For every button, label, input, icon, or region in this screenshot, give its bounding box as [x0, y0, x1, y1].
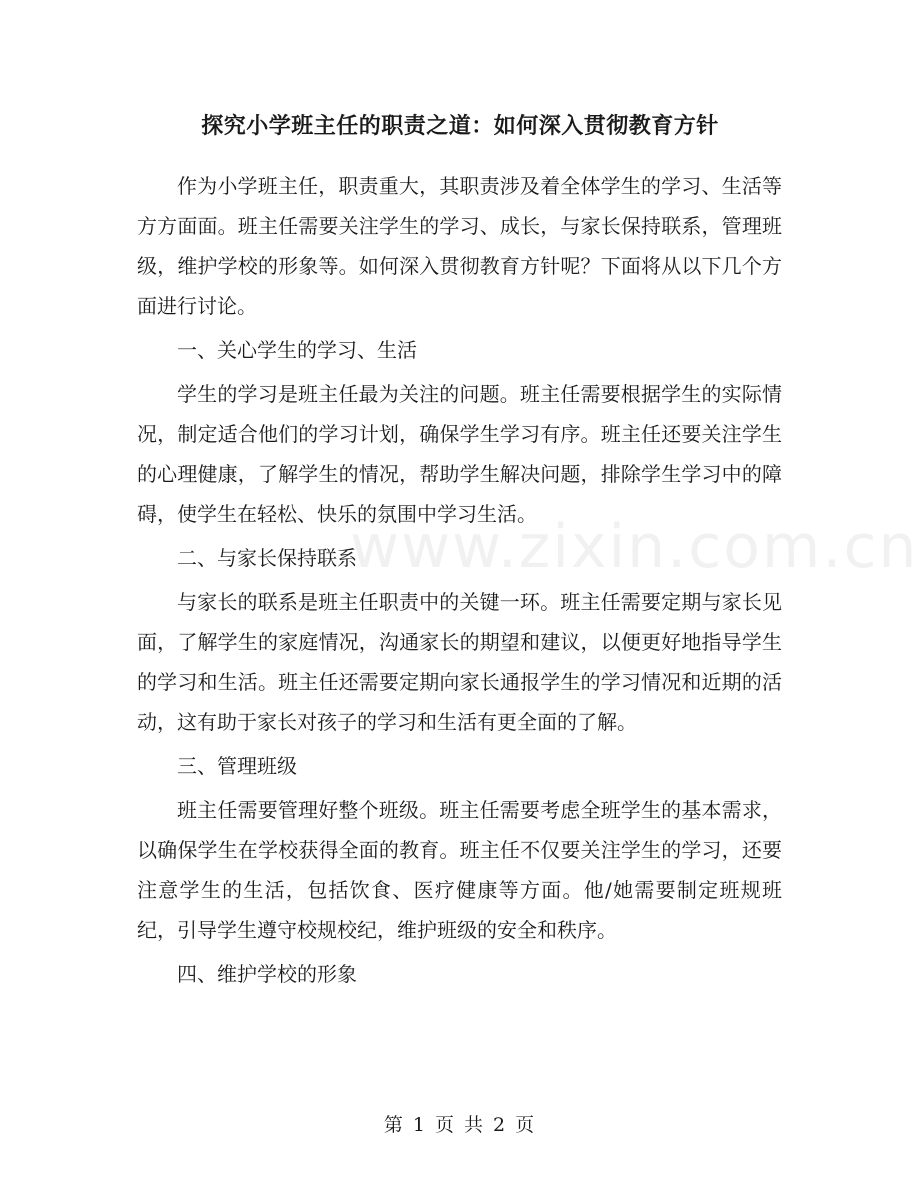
section-body-3: 班主任需要管理好整个班级。班主任需要考虑全班学生的基本需求，以确保学生在学校获得全面的教育。班主任不仅要关注学生的学习，还要注意学生的生活，包括饮食、医疗健康等方面。他/她需要制定班规班纪，引导学生遵守校规校纪，维护班级的安全和秩序。	[137, 798, 782, 942]
section-heading-4: 四、维护学校的形象	[177, 962, 357, 986]
intro-paragraph: 作为小学班主任，职责重大，其职责涉及着全体学生的学习、生活等方方面面。班主任需要关注学生的学习、成长，与家长保持联系，管理班级，维护学校的形象等。如何深入贯彻教育方针呢？下面将从以下几个方面进行讨论。	[137, 174, 782, 318]
section-heading-2: 二、与家长保持联系	[177, 546, 357, 570]
page-footer: 第 1 页 共 2 页	[383, 1114, 537, 1136]
section-body-1: 学生的学习是班主任最为关注的问题。班主任需要根据学生的实际情况，制定适合他们的学习计划，确保学生学习有序。班主任还要关注学生的心理健康，了解学生的情况，帮助学生解决问题，排除学生学习中的障碍，使学生在轻松、快乐的氛围中学习生活。	[137, 382, 782, 526]
watermark-text: www.zixin.com.cn	[350, 512, 919, 582]
document-title: 探究小学班主任的职责之道：如何深入贯彻教育方针	[201, 113, 719, 139]
section-heading-1: 一、关心学生的学习、生活	[177, 338, 417, 362]
section-body-2: 与家长的联系是班主任职责中的关键一环。班主任需要定期与家长见面，了解学生的家庭情况，沟通家长的期望和建议，以便更好地指导学生的学习和生活。班主任还需要定期向家长通报学生的学习情况和近期的活动，这有助于家长对孩子的学习和生活有更全面的了解。	[137, 590, 782, 734]
section-heading-3: 三、管理班级	[177, 754, 297, 778]
document-body	[137, 166, 782, 998]
